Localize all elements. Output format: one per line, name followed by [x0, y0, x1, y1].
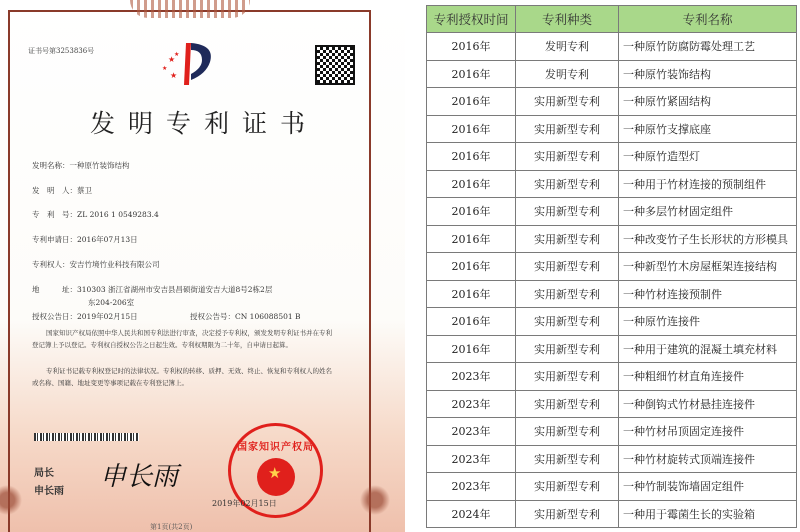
cell-patent-type: 实用新型专利: [516, 445, 619, 473]
field-patent-number: 专 利 号：ZL 2016 1 0549283.4: [32, 210, 159, 219]
header-patent-name: 专利名称: [619, 6, 797, 33]
corner-ornament: [360, 480, 390, 520]
certificate-title: 发明专利证书: [90, 109, 319, 138]
cell-grant-year: 2023年: [427, 418, 516, 446]
svg-text:★: ★: [174, 51, 180, 58]
table-row: [427, 253, 797, 281]
page-number: 第1页(共2页): [150, 523, 193, 531]
table-row: [427, 198, 797, 226]
field-address: 地 址：310303 浙江省湖州市安吉县昌硕街道安吉大道8号2栋2层: [32, 285, 273, 294]
seal-date: 2019年02月15日: [212, 499, 277, 508]
cell-patent-name: 一种用于竹材连接的预制组件: [619, 170, 797, 198]
header-patent-type: 专利种类: [516, 6, 619, 33]
cell-patent-name: 一种原竹连接件: [619, 308, 797, 336]
cell-grant-year: 2016年: [427, 280, 516, 308]
cell-patent-name: 一种原竹紧固结构: [619, 88, 797, 116]
cell-patent-type: 实用新型专利: [516, 88, 619, 116]
table-row: [427, 335, 797, 363]
cell-patent-type: 实用新型专利: [516, 390, 619, 418]
field-invention-name: 发明名称：一种原竹装饰结构: [32, 161, 130, 170]
cell-patent-type: 发明专利: [516, 60, 619, 88]
cell-patent-type: 实用新型专利: [516, 253, 619, 281]
cell-patent-name: 一种用于霉菌生长的实验箱: [619, 500, 797, 528]
qr-code-icon: [315, 45, 355, 85]
table-row: [427, 418, 797, 446]
top-ornament: [130, 0, 250, 18]
table-row: [427, 225, 797, 253]
field-patentee: 专利权人：安吉竹境竹业科技有限公司: [32, 260, 160, 269]
cell-grant-year: 2016年: [427, 308, 516, 336]
cell-grant-year: 2016年: [427, 335, 516, 363]
cell-patent-type: 实用新型专利: [516, 115, 619, 143]
cell-patent-type: 实用新型专利: [516, 170, 619, 198]
cell-patent-name: 一种原竹支撑底座: [619, 115, 797, 143]
cell-grant-year: 2016年: [427, 60, 516, 88]
cell-patent-name: 一种粗细竹材直角连接件: [619, 363, 797, 391]
svg-text:★: ★: [162, 65, 168, 72]
cell-patent-name: 一种用于建筑的混凝土填充材料: [619, 335, 797, 363]
table-row: [427, 280, 797, 308]
announce-date: 授权公告日：2019年02月15日: [32, 312, 138, 321]
cell-patent-name: 一种改变竹子生长形状的方形模具: [619, 225, 797, 253]
table-row: [427, 143, 797, 171]
table-row: [427, 390, 797, 418]
corner-ornament: [0, 480, 22, 520]
cell-grant-year: 2016年: [427, 143, 516, 171]
cell-grant-year: 2016年: [427, 225, 516, 253]
cell-grant-year: 2016年: [427, 33, 516, 61]
table-row: [427, 308, 797, 336]
cell-patent-type: 实用新型专利: [516, 143, 619, 171]
cell-patent-name: 一种倒钩式竹材悬挂连接件: [619, 390, 797, 418]
cell-patent-type: 实用新型专利: [516, 473, 619, 501]
cell-grant-year: 2016年: [427, 253, 516, 281]
cell-patent-type: 实用新型专利: [516, 225, 619, 253]
director-name: 申长雨: [34, 486, 64, 497]
cell-grant-year: 2016年: [427, 88, 516, 116]
table-row: [427, 445, 797, 473]
cell-patent-name: 一种竹材吊顶固定连接件: [619, 418, 797, 446]
cell-grant-year: 2016年: [427, 198, 516, 226]
field-application-date: 专利申请日：2016年07月13日: [32, 235, 138, 244]
cell-grant-year: 2016年: [427, 115, 516, 143]
cell-patent-type: 实用新型专利: [516, 418, 619, 446]
table-row: [427, 115, 797, 143]
cell-patent-type: 发明专利: [516, 33, 619, 61]
announce-number: 授权公告号：CN 106088501 B: [190, 312, 301, 321]
table-row: [427, 363, 797, 391]
cell-patent-type: 实用新型专利: [516, 363, 619, 391]
table-row: [427, 170, 797, 198]
certificate-number: 证书号第3253836号: [28, 47, 95, 55]
signature: 申长雨: [100, 462, 179, 492]
cell-grant-year: 2023年: [427, 363, 516, 391]
seal-text: 国家知识产权局: [237, 442, 314, 453]
cell-patent-name: 一种竹材旋转式顶端连接件: [619, 445, 797, 473]
cell-grant-year: 2024年: [427, 500, 516, 528]
cell-patent-name: 一种多层竹材固定组件: [619, 198, 797, 226]
cell-patent-name: 一种竹材连接预制件: [619, 280, 797, 308]
cell-patent-type: 实用新型专利: [516, 308, 619, 336]
cell-patent-type: 实用新型专利: [516, 335, 619, 363]
cell-grant-year: 2023年: [427, 473, 516, 501]
table-row: [427, 60, 797, 88]
director-title: 局长: [34, 468, 54, 479]
cell-patent-name: 一种新型竹木房屋框架连接结构: [619, 253, 797, 281]
cell-patent-name: 一种原竹造型灯: [619, 143, 797, 171]
field-address-line2: 东204-206室: [88, 298, 135, 307]
cell-patent-name: 一种原竹防腐防霉处理工艺: [619, 33, 797, 61]
cell-patent-type: 实用新型专利: [516, 280, 619, 308]
cell-patent-type: 实用新型专利: [516, 500, 619, 528]
header-grant-time: 专利授权时间: [427, 6, 516, 33]
cnipa-logo-icon: [160, 40, 220, 90]
table-row: [427, 500, 797, 528]
cell-grant-year: 2023年: [427, 445, 516, 473]
cell-patent-type: 实用新型专利: [516, 198, 619, 226]
barcode-icon: [34, 433, 139, 441]
table-header-row: [427, 6, 797, 33]
table-row: [427, 473, 797, 501]
cell-grant-year: 2016年: [427, 170, 516, 198]
cell-grant-year: 2023年: [427, 390, 516, 418]
table-row: [427, 33, 797, 61]
certificate-paragraph-2: 专利证书记载专利权登记时的法律状况。专利权的转移、质押、无效、终止、恢复和专利权人的姓名或名称、国籍、地址变更等事项记载在专利登记簿上。: [32, 367, 332, 387]
svg-text:★: ★: [170, 71, 178, 80]
field-inventor: 发 明 人：蔡卫: [32, 186, 92, 195]
national-emblem-icon: [257, 458, 295, 496]
patent-table: [426, 5, 797, 528]
svg-text:★: ★: [168, 55, 176, 64]
certificate-paragraph-1: 国家知识产权局依照中华人民共和国专利法进行审查，决定授予专利权，颁发发明专利证书并在专利登记簿上予以登记。专利权自授权公告之日起生效。专利权期限为二十年，自申请日起算。: [32, 329, 332, 349]
cell-patent-name: 一种竹制装饰墙固定组件: [619, 473, 797, 501]
table-row: [427, 88, 797, 116]
cell-patent-name: 一种原竹装饰结构: [619, 60, 797, 88]
